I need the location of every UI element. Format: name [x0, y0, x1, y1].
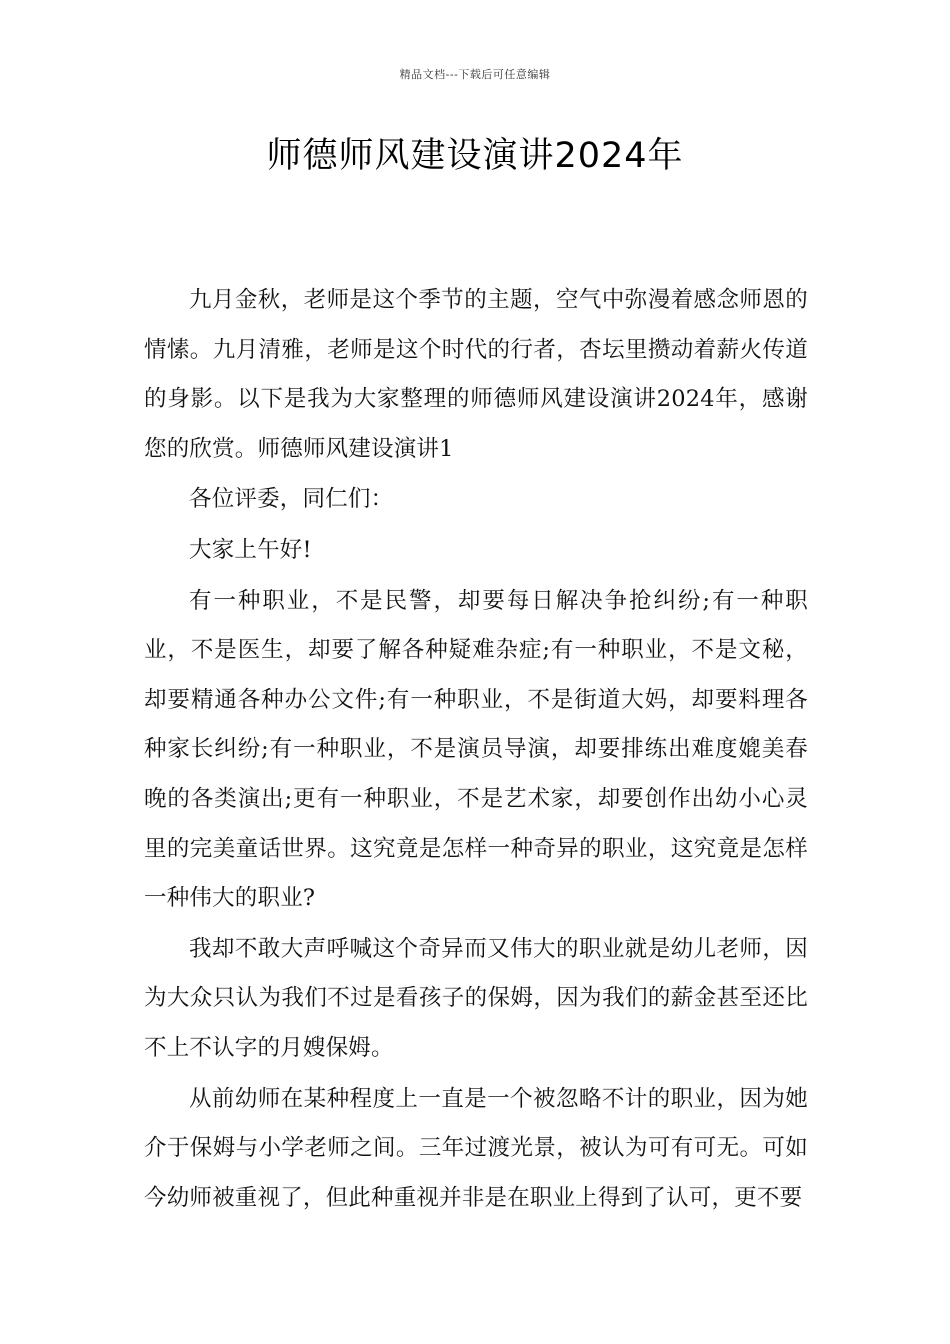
paragraph-salutation: 各位评委，同仁们：: [189, 486, 394, 513]
header-note: 精品文档---下载后可任意编辑: [399, 68, 551, 81]
paragraph-kindergarten-teacher: 我却不敢大声呼喊这个奇异而又伟大的职业就是幼儿老师，因为大众只认为我们不过是看孩子的保姆，因为我们的薪金甚至还比不上不认字的月嫂保姆。: [144, 935, 808, 1061]
paragraph-intro: 九月金秋，老师是这个季节的主题，空气中弥漫着感念师恩的情愫。九月清雅，老师是这个时代的行者，杏坛里攒动着薪火传道的身影。以下是我为大家整理的师德师风建设演讲2024年，感谢您的欣赏。师德师风建设演讲1: [144, 287, 808, 462]
paragraph-history: 从前幼师在某种程度上一直是一个被忽略不计的职业，因为她介于保姆与小学老师之间。三年过渡光景，被认为可有可无。可如今幼师被重视了，但此种重视并非是在职业上得到了认可，更不要: [144, 1085, 808, 1211]
document-title: 师德师风建设演讲2024年: [266, 136, 684, 176]
document-body: [144, 276, 808, 1224]
paragraph-greeting: 大家上午好!: [189, 536, 312, 563]
paragraph-profession: 有一种职业，不是民警，却要每日解决争抢纠纷;有一种职业，不是医生，却要了解各种疑难杂症;有一种职业，不是文秘，却要精通各种办公文件;有一种职业，不是街道大妈，却要料理各种家长纠纷;有一种职业，不是演员导演，却要排练出难度媲美春晚的各类演出;更有一种职业，不是艺术家，却要创作出幼小心灵里的完美童话世界。这究竟是怎样一种奇异的职业，这究竟是怎样一种伟大的职业?: [144, 587, 808, 912]
